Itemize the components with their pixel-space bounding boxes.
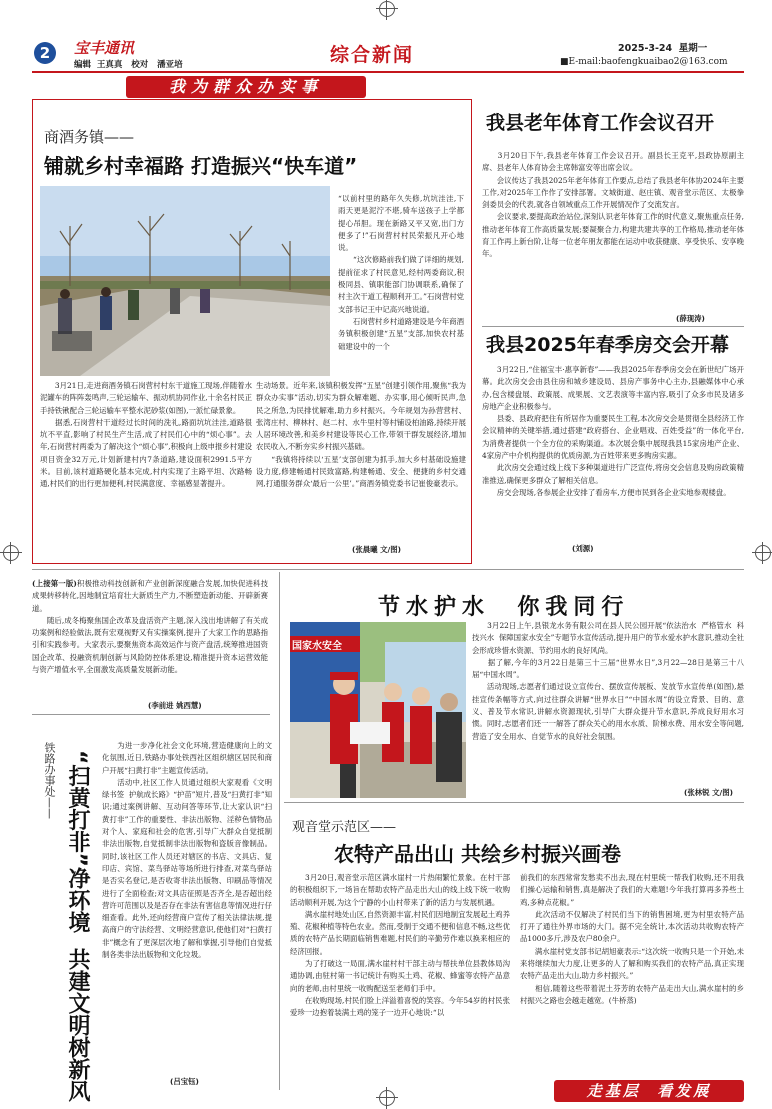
page-number-badge: 2 [34,42,56,64]
staff-line: 编辑 王真真 校对 潘亚培 [74,60,183,70]
continued-story [32,578,268,676]
story-housing-title: 我县2025年春季房交会开幕 [486,334,729,356]
divider-right-1 [482,326,744,327]
story-road-kicker: 商酒务镇—— [44,128,135,146]
story-elderly-credit: (薛现涛) [676,314,705,323]
farm-col2: 前我们的东西常常发愁卖不出去,现在村里统一帮我们收购,还不用我们操心运输和销售,真是解决了我们的大难题!今年我打算再多养些土鸡,多种点花椒。” 此次活动不仅解决了村民们当下的销售困境,更为村里农特产品打开了通往外界市场的大门。据不完全统计,本次活动共收购农特产品1000多斤,涉及农户80余户。 满水崖村党支部书记胡旭豪表示:“这次统一收购只是一个开始,未来将继续加大力度,让更多的人了解和购买我们的农特产品,真正实现农特产品走出大山,助力乡村振兴。” 相信,随着这些带着泥土芬芳的农特产品走出大山,满水崖村的乡村振兴之路也会越走越宽。(牛桥蒸) [520,873,744,1005]
registration-mark-left [3,545,19,561]
divider-middle [32,569,744,570]
registration-mark-top [379,1,395,17]
paper-name: 宝丰通讯 [74,39,135,57]
story-road-col-right: “以前村里的路年久失修,坑坑洼洼,下雨天更是泥泞不堪,骑车送孩子上学都提心吊胆。现在新路又平又宽,出门方便多了!”石岗营村村民荣振凡开心地说。 “这次修路前我们做了详细的规划,提前征求了村民意见,经村两委商议,积极同县、镇职能部门协调联系,确保了村主次干道工程顺利开工。”石岗营村党支部书记王中记高兴地说道。 石岗营村乡村道路建设是今年商酒务镇积极创建“五星”支部,加快农村基础建设中的一个 [338,194,464,351]
issue-date: 2025-3-24 星期一 [618,43,708,54]
continued-credit: (李前进 姚西慧) [148,701,202,710]
continued-body: 积极推动科技创新和产业创新深度融合发展,加快促进科技成果转移转化,因地制宜培育壮大新质生产力,不断塑造新动能、开辟新赛道。 随后,成冬梅聚焦国企改革及盘活资产主题,深入浅出地讲解了有关成功案例和经验做法,既有宏观视野又有实操案例,提升了大家工作的思路指引和实践参考。大家表示,要聚焦资本高效运作与资产盘活,统筹推进国资国企改革、投融资机制创新与风险防控体系建设,精准提升资本运营效能与资产增值水平,全面激发高质量发展新动能。 [32,579,268,675]
water-story-body: 3月22日上午,县银龙水务有限公司在县人民公园开展“依法治水 严格管水 科技兴水 保障国家水安全”专题节水宣传活动,提升用户的节水爱水护水意识,推动全社会形成珍惜水资源、节约用水的良好风尚。 据了解,今年的3月22日是第三十三届“世界水日”,3月22—28日是第三十八届“中国水周”。 活动现场,志愿者们通过设立宣传台、摆放宣传展板、发放节水宣传单(如图),悬挂宣传条幅等方式,向过往群众讲解“世界水日”“中国水周”的设立背景、目的、意义、普及节水常识,讲解水资源现状,引导广大群众提升节水意识,养成良好用水习惯。同时,志愿者们还一一解答了群众关心的用水水质、阶梯水费、用水安全等问题,营造了安全用水、自觉节水的良好社会氛围。 [472,621,744,741]
continued-lead: (上接第一版) [32,579,77,588]
registration-mark-bottom [379,1090,395,1106]
section-title: 综合新闻 [330,44,415,66]
bottom-banner: 走基层 看发展 [554,1080,744,1102]
story-elderly-title: 我县老年体育工作会议召开 [486,112,715,134]
road-construction-photo [40,186,330,376]
story-road-credit: (张晨曦 文/图) [352,545,401,554]
registration-mark-right [755,545,771,561]
anti-porn-vertical-kicker: 铁路办事处—— [43,742,56,819]
anti-porn-vertical-title: “扫黄打非”净环境 共建文明树新风 [65,750,90,1103]
story-road-col-left: 3月21日,走进商酒务镇石岗营村村东干道施工现场,伴随着水泥罐车的阵阵轰鸣声,三轮运输车、振动机协同作业,十余名村民正手持铁锹配合三轮运输车平整水泥砂浆(如图),一派忙碌景象。 据悉,石岗营村干道经过长时间的洗礼,路面坑坑洼洼,道路很坑不平直,影响了村民生产生活,成了村民们心中的“烦心事”。去年,石岗营村两委为了解决这个“烦心事”,积极向上级申报乡村建设项目资金32万元,计划新建村内7条道路,建设面积2991.5平方米。目前,该村道路硬化基本完成,村内实现了主路平坦、次路畅通,村民们的出行更加便利,村民满意度、幸福感显著提升。 [40,381,252,489]
story-elderly-body: 3月20日下午,我县老年体育工作会议召开。副县长王克平,县政协原副主席、县老年人体育协会主席韩富安等出席会议。 会议传达了我县2025年老年体育工作要点,总结了我县老年体协2024年主要工作,对2025年工作作了安排部署。文城街道、赵庄镇、观音堂示范区、太极拳剑委员会的代表,就各自领域重点工作开展情况作了交流发言。 会议要求,要提高政治站位,深刻认识老年体育工作的时代意义,聚焦重点任务,推动老年体育工作高质量发展;要凝聚合力,构建共建共享的工作格局,推动老年体育工作再上新台阶,让每一位老年朋友都能在运动中收获健康、享受快乐、安享晚年。 [482,151,744,259]
header-rule [32,71,744,73]
top-banner: 我为群众办实事 [126,76,366,98]
water-campaign-photo [290,622,466,798]
farm-kicker: 观音堂示范区—— [292,820,397,835]
divider-water [284,802,744,803]
farm-title: 农特产品出山 共绘乡村振兴画卷 [334,842,621,866]
story-road-title: 铺就乡村幸福路 打造振兴“快车道” [44,154,358,178]
story-housing-body: 3月22日,“住福宝丰·惠享新春”——我县2025年春季房交会在新世纪广场开幕。此次房交会由县住房和城乡建设局、县房产事务中心主办,县融媒体中心承办,包含楼盘展、政策展、成果展、文艺表演等丰富内容,吸引了众多市民及诸多房地产企业积极参与。 县委、县政府把住有所居作为重要民生工程,本次房交会是贯彻全县经济工作会议精神的关键举措,通过搭建“政府搭台、企业唱戏、百姓受益”的一体化平台,为消费者提供一个全方位的采购渠道。本次展会集中展现我县15家房地产企业、4家房产中介机构提供的优质房源,为百姓带来更多购房实惠。 此次房交会通过线上线下多种渠道进行广泛宣传,将房交会信息及购房政策精准推送,确保更多群众了解相关信息。 房交会现场,各参展企业安排了看房车,方便市民到各企业实地参观楼盘。 [482,365,744,497]
water-banner: 节水护水 你我同行 [378,594,630,620]
story-road-col-mid: 生动场景。近年来,该镇积极发挥“五星”创建引领作用,聚焦“我为群众办实事”活动,切实为群众解难题、办实事,用心倾听民声,急民之所急,为民排忧解难,助力乡村振兴。今年规划为孙营营村、张湾庄村、柳林村、赵二村、水牛里村等村铺设柏油路,持续开展人居环境改善,和美乡村建设等民心工作,带领干群发展经济,增加农民收入,不断夯实乡村振兴基础。 “我镇将持续以‘五星’支部创建为抓手,加大乡村基础设施建设力度,修建畅通村民致富路,构建畅通、安全、便捷的乡村交通网,打通服务群众‘最后一公里’。”商酒务镇党委书记崔俊豪表示。 [256,381,466,489]
story-housing-credit: (刘源) [572,544,594,553]
farm-col1: 3月20日,观音堂示范区满水崖村一片热闹繁忙景象。在村干部的积极组织下,一场旨在帮助农特产品走出大山的线上线下统一收购活动顺利开展,为这个宁静的小山村带来了新的活力与发展机遇。 满水崖村地处山区,自然资源丰富,村民们因地制宜发展起土鸡养殖、花椒种植等特色农业。然而,受制于交通不便和信息不畅,这些优质的农特产品长期面临销售难题,村民们的辛勤劳作难以换来相应的经济回报。 为了打破这一局面,满水崖村村干部主动与帮扶单位县教体局沟通协调,由驻村第一书记统计有购买土鸡、花椒、蜂蜜等农特产品意向的老师,由村里统一收购配送至老师们手中。 在收购现场,村民们脸上洋溢着喜悦的笑容。今年54岁的村民张爱珍一边抱着装满土鸡的笼子一边开心地说:“以 [290,873,510,1018]
email-line: ■E-mail:baofengkuaibao2@163.com [560,57,728,67]
anti-porn-credit: (吕宝钰) [170,1077,199,1086]
divider-left [32,714,270,715]
water-story-credit: (张林锐 文/图) [684,788,733,797]
divider-vertical [279,572,280,1090]
road-construction-image [40,186,330,376]
water-photo-label: 国家水安全 [292,641,342,652]
anti-porn-story-body: 为进一步净化社会文化环境,营造健康向上的文化氛围,近日,铁路办事处铁西社区组织辖区居民和商户开展“扫黄打非”主题宣传活动。 活动中,社区工作人员通过组织大家观看《文明绿书签 护航成长路》“护苗”短片,普及“扫黄打非”知识;通过案例讲解、互动问答等环节,让大家认识“扫黄打非”工作的重要性、非法出版物、淫秽色情物品对个人、家庭和社会的危害,引导广大群众自觉抵制非法出版物,自觉抵制非法出版物和盗版音像制品。同时,该社区工作人员还对辖区的书店、文具店、复印店、宾馆、菜鸟驿站等场所进行排查,对菜鸟驿站是否实名登记,是否收寄非法出版物、印刷品等情况进行了全面检查;对文具店征照是否齐全,是否超出经营许可范围以及是否存在非法有害信息等情况进行仔细查看。此外,还向经营商户宣传了相关法律法规,提高商户的守法经营、文明经营意识,使他们对“扫黄打非”概念有了更深层次地了解和掌握,引导他们自觉抵制各类非法出版物和文化垃圾。 [102,741,272,960]
